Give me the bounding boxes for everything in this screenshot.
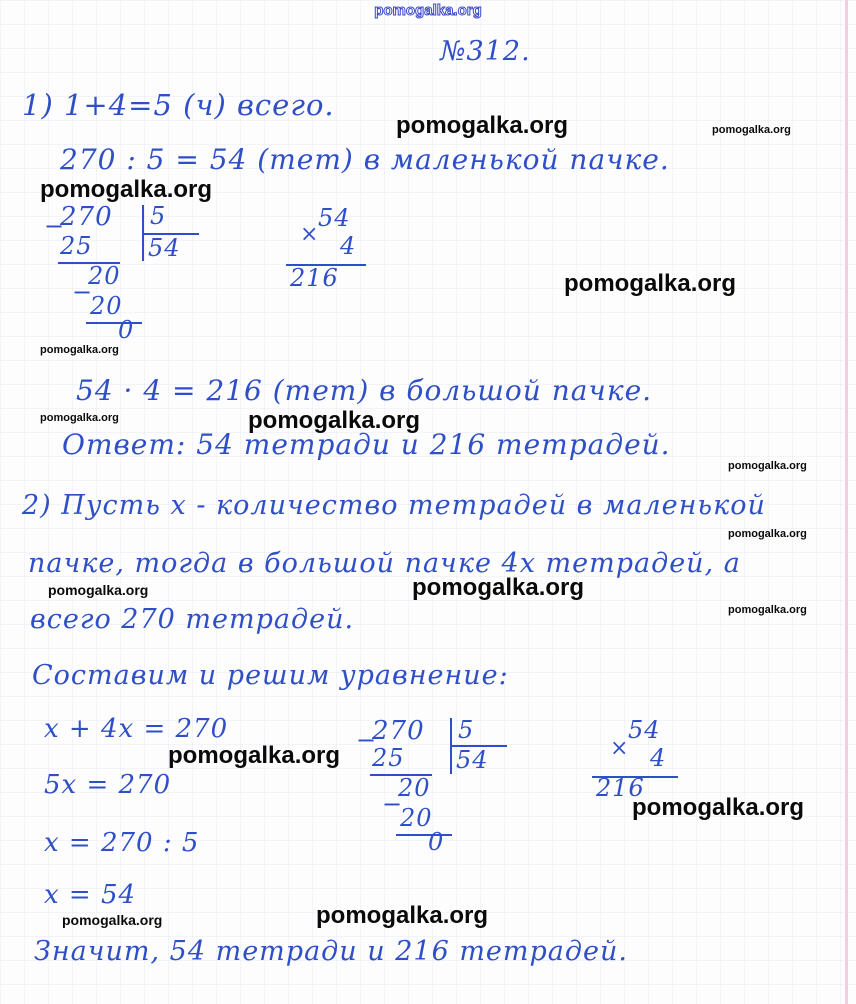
watermark: pomogalka.org xyxy=(728,528,807,540)
division2-sub1: 25 xyxy=(372,744,405,772)
watermark: pomogalka.org xyxy=(728,604,807,616)
watermark: pomogalka.org xyxy=(728,460,807,472)
problem-number: №312. xyxy=(440,36,531,67)
watermark: pomogalka.org xyxy=(40,176,213,203)
watermark: pomogalka.org xyxy=(40,344,119,356)
equation-2: 5x = 270 xyxy=(44,770,172,800)
division-sub1: 25 xyxy=(60,232,93,260)
part1-answer: Ответ: 54 тетради и 216 тетрадей. xyxy=(62,428,671,461)
part2-line3: всего 270 тетрадей. xyxy=(30,604,355,635)
division2-rem2: 0 xyxy=(428,828,445,856)
watermark: pomogalka.org xyxy=(48,582,149,598)
mult-result: 216 xyxy=(290,264,339,292)
header-watermark: pomogalka.org xyxy=(374,2,482,19)
division2-rem1: 20 xyxy=(398,774,431,802)
watermark: pomogalka.org xyxy=(316,902,489,929)
equation-1: x + 4x = 270 xyxy=(44,714,229,744)
equation-3: x = 270 : 5 xyxy=(44,828,200,858)
division-quotient: 54 xyxy=(148,234,181,262)
mult2-a: 54 xyxy=(628,716,661,744)
division2-divisor: 5 xyxy=(458,716,475,744)
watermark: pomogalka.org xyxy=(396,112,569,139)
division2-quotient: 54 xyxy=(456,746,489,774)
division-divisor: 5 xyxy=(150,202,167,230)
division-rem2: 0 xyxy=(118,316,135,344)
division-dividend: 270 xyxy=(60,202,113,232)
part2-line2: пачке, тогда в большой пачке 4x тетрадей, а xyxy=(28,548,741,579)
division2-dividend: 270 xyxy=(372,716,425,746)
watermark: pomogalka.org xyxy=(632,794,805,821)
part1-line2: 270 : 5 = 54 (тет) в маленькой пачке. xyxy=(60,143,670,176)
part1-line1: 1) 1+4=5 (ч) всего. xyxy=(22,88,335,122)
watermark: pomogalka.org xyxy=(168,742,341,769)
division-minus2: − xyxy=(72,278,94,306)
part2-line4: Составим и решим уравнение: xyxy=(32,660,509,691)
watermark: pomogalka.org xyxy=(564,270,737,297)
mult-b: 4 xyxy=(340,232,357,260)
watermark: pomogalka.org xyxy=(248,407,421,434)
watermark: pomogalka.org xyxy=(62,912,163,928)
part1-line3: 54 · 4 = 216 (тет) в большой пачке. xyxy=(76,374,653,407)
equation-4: x = 54 xyxy=(44,880,137,910)
division2-minus: − xyxy=(356,726,378,754)
watermark: pomogalka.org xyxy=(412,574,585,601)
mult-sign: × xyxy=(300,222,320,247)
division-minus: − xyxy=(44,212,66,240)
division-rem1: 20 xyxy=(88,262,121,290)
watermark: pomogalka.org xyxy=(40,412,119,424)
part2-conclusion: Значит, 54 тетради и 216 тетрадей. xyxy=(34,936,628,967)
margin-line xyxy=(845,0,848,1004)
part2-line1: 2) Пусть x - количество тетрадей в маленькой xyxy=(22,490,766,521)
division2-minus2: − xyxy=(382,790,404,818)
watermark: pomogalka.org xyxy=(712,124,791,136)
mult2-sign: × xyxy=(610,736,630,761)
mult2-result: 216 xyxy=(596,774,645,802)
mult2-b: 4 xyxy=(650,744,667,772)
division2-sub2: 20 xyxy=(400,804,433,832)
division-sub2: 20 xyxy=(90,292,123,320)
mult-a: 54 xyxy=(318,204,351,232)
